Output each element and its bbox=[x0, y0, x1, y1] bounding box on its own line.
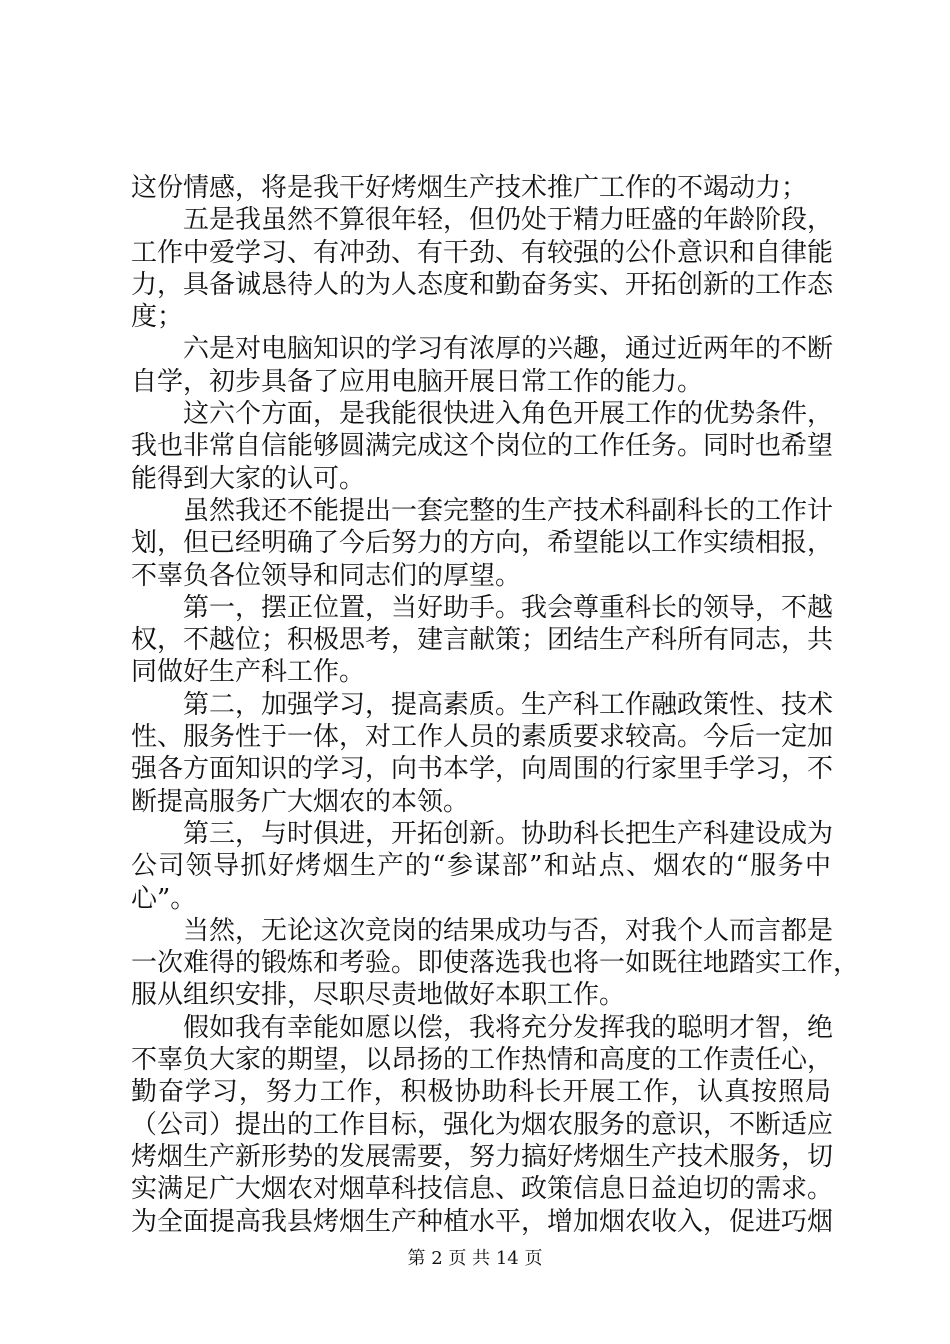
document-body bbox=[131, 172, 860, 1238]
text-line: 心”。 bbox=[131, 883, 197, 914]
text-line: 勤奋学习，努力工作，积极协助科长开展工作，认真按照局 bbox=[131, 1077, 831, 1108]
text-line: 工作中爱学习、有冲劲、有干劲、有较强的公仆意识和自律能 bbox=[131, 237, 834, 268]
text-line: 强各方面知识的学习，向书本学，向周围的行家里手学习，不 bbox=[131, 754, 834, 785]
text-line: 这份情感，将是我干好烤烟生产技术推广工作的不竭动力； bbox=[131, 173, 808, 203]
text-line: 当然，无论这次竞岗的结果成功与否，对我个人而言都是 bbox=[183, 915, 834, 946]
text-line: 公司领导抓好烤烟生产的“参谋部”和站点、烟农的“服务中 bbox=[131, 851, 831, 882]
text-line: 第一，摆正位置，当好助手。我会尊重科长的领导，不越 bbox=[183, 592, 834, 623]
text-line: 力，具备诚恳待人的为人态度和勤奋务实、开拓创新的工作态 bbox=[131, 269, 834, 300]
text-line: 五是我虽然不算很年轻，但仍处于精力旺盛的年龄阶段， bbox=[183, 205, 834, 236]
text-line: 自学，初步具备了应用电脑开展日常工作的能力。 bbox=[131, 366, 704, 397]
text-line: 度； bbox=[131, 302, 184, 333]
text-line: 断提高服务广大烟农的本领。 bbox=[131, 786, 470, 817]
text-line: 这六个方面，是我能很快进入角色开展工作的优势条件， bbox=[183, 399, 834, 430]
text-line: 不辜负大家的期望，以昂扬的工作热情和高度的工作责任心， bbox=[131, 1045, 834, 1076]
page-footer: 第 2 页 共 14 页 bbox=[407, 1248, 543, 1269]
text-line: 不辜负各位领导和同志们的厚望。 bbox=[131, 560, 522, 591]
text-line: 服从组织安排，尽职尽责地做好本职工作。 bbox=[131, 980, 626, 1011]
text-line: 为全面提高我县烤烟生产种植水平，增加烟农收入，促进巧烟 bbox=[131, 1206, 834, 1237]
text-line: 我也非常自信能够圆满完成这个岗位的工作任务。同时也希望 bbox=[131, 431, 834, 462]
text-line: 划，但已经明确了今后努力的方向，希望能以工作实绩相报， bbox=[131, 528, 834, 559]
text-line: 第三，与时俱进，开拓创新。协助科长把生产科建设成为 bbox=[183, 818, 834, 849]
text-line: 烤烟生产新形势的发展需要，努力搞好烤烟生产技术服务，切 bbox=[131, 1141, 834, 1172]
text-line: 能得到大家的认可。 bbox=[131, 463, 366, 494]
text-line: 实满足广大烟农对烟草科技信息、政策信息日益迫切的需求。 bbox=[131, 1174, 834, 1205]
text-line: 一次难得的锻炼和考验。即使落选我也将一如既往地踏实工作， bbox=[131, 948, 860, 979]
text-line: 性、服务性于一体，对工作人员的素质要求较高。今后一定加 bbox=[131, 722, 834, 753]
text-line: 同做好生产科工作。 bbox=[131, 657, 366, 688]
text-line: （公司）提出的工作目标，强化为烟农服务的意识，不断适应 bbox=[131, 1109, 834, 1140]
text-line: 六是对电脑知识的学习有浓厚的兴趣，通过近两年的不断 bbox=[183, 334, 834, 365]
text-line: 权，不越位；积极思考，建言献策；团结生产科所有同志，共 bbox=[131, 625, 834, 656]
text-line: 第二，加强学习，提高素质。生产科工作融政策性、技术 bbox=[183, 689, 834, 720]
text-line: 假如我有幸能如愿以偿，我将充分发挥我的聪明才智，绝 bbox=[183, 1012, 834, 1043]
text-line: 虽然我还不能提出一套完整的生产技术科副科长的工作计 bbox=[183, 495, 834, 526]
